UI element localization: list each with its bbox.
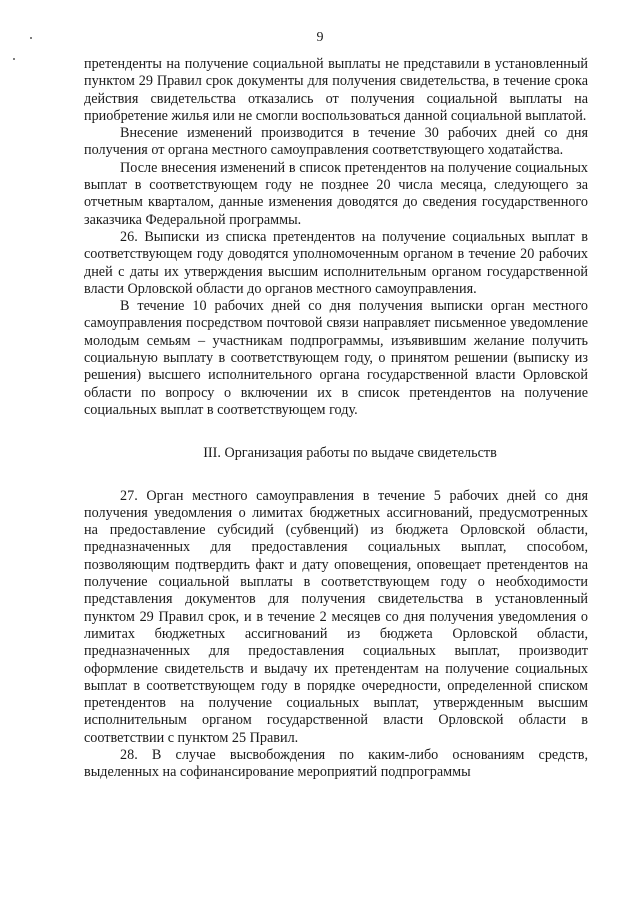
paragraph: Внесение изменений производится в течение 30 рабочих дней со дня получения от органа местного самоуправления соответствующего ходатайства. (84, 125, 588, 159)
paragraph: В течение 10 рабочих дней со дня получения выписки орган местного самоуправления посредством почтовой связи направляет письменное уведомление молодым семьям – участникам подпрограммы, изъявившим желание получить социальную выплату в соответствующем году, о принятом решении (выписку из решения) высшего исполнительного органа государственной власти Орловской области по вопросу о включении их в список претендентов на получение социальных выплат в соответствующем году. (84, 298, 588, 418)
paragraph-continuation: претенденты на получение социальной выплаты не представили в установленный пунктом 29 Правил срок документы для получения свидетельства, в течение срока действия свидетельства отказались от получения социальной выплаты на приобретение жилья или не смогли воспользоваться данной социальной выплатой. (84, 56, 588, 124)
paragraph: После внесения изменений в список претендентов на получение социальных выплат в соответствующем году не позднее 20 числа месяца, следующего за отчетным кварталом, данные изменения доводятся до сведения государственного заказчика Федеральной программы. (84, 159, 588, 228)
paragraph-item-26: 26. Выписки из списка претендентов на получение социальных выплат в соответствующем году доводятся уполномоченным органом в течение 20 рабочих дней с даты их утверждения высшим исполнительным органом государственной власти Орловской области до органов местного самоуправления. (84, 228, 588, 297)
document-body (84, 56, 588, 782)
scan-speck (13, 58, 15, 60)
paragraph-item-28: 28. В случае высвобождения по каким-либо основаниям средств, выделенных на софинансирование мероприятий подпрограммы (84, 746, 588, 781)
page-number: 9 (316, 30, 324, 45)
section-heading: III. Организация работы по выдаче свидетельств (203, 445, 497, 462)
paragraph-item-27: 27. Орган местного самоуправления в течение 5 рабочих дней со дня получения уведомления о лимитах бюджетных ассигнований, предусмотренных на предоставление субсидий (субвенций) из бюджета Орловской области, предназначенных для предоставления социальных выплат, способом, позволяющим подтвердить факт и дату оповещения, оповещает претендентов на получение социальной выплаты в соответствующем году о необходимости представления документов для получения свидетельства в установленный пунктом 29 Правил срок, и в течение 2 месяцев со дня получения уведомления о лимитах бюджетных ассигнований из бюджета Орловской области, предназначенных для предоставления социальных выплат, производит оформление свидетельств и выдачу их претендентам на получение социальных выплат в соответствующем году в порядке очередности, определенной списком претендентов на получение социальных выплат, утвержденным высшим исполнительным органом государственной власти Орловской области в соответствии с пунктом 25 Правил. (84, 487, 588, 746)
